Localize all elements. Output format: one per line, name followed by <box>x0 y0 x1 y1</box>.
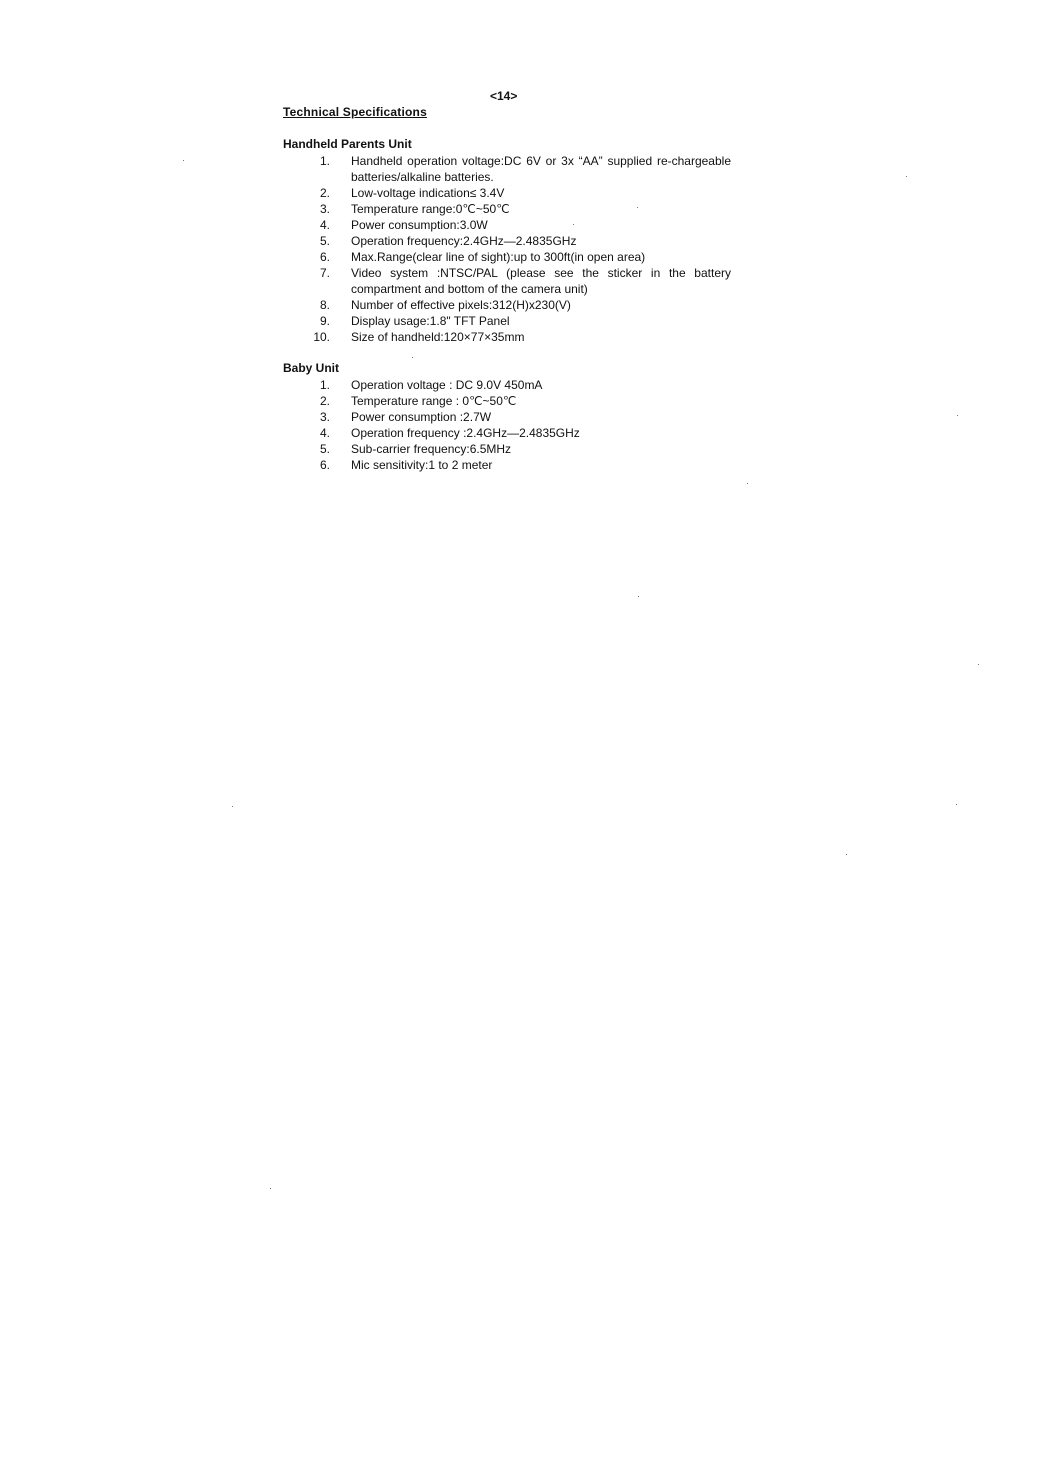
baby-section-heading: Baby Unit <box>283 361 340 375</box>
spec-item-number: 7. <box>319 266 330 280</box>
handheld-section-heading: Handheld Parents Unit <box>283 137 412 151</box>
scan-speck <box>846 854 847 855</box>
scan-speck <box>638 596 639 597</box>
spec-item-text: Number of effective pixels:312(H)x230(V) <box>351 298 571 312</box>
spec-item-text: Power consumption :2.7W <box>351 410 492 424</box>
page-number: <14> <box>490 89 518 103</box>
scan-speck <box>906 176 907 177</box>
spec-item-number: 5. <box>319 234 330 248</box>
spec-item-number: 1. <box>319 154 330 168</box>
spec-item-text: Power consumption:3.0W <box>351 218 488 232</box>
spec-item-text: Mic sensitivity:1 to 2 meter <box>351 458 493 472</box>
spec-item-number: 2. <box>319 394 330 408</box>
spec-item-text: Operation voltage : DC 9.0V 450mA <box>351 378 543 392</box>
scan-speck <box>978 664 979 665</box>
spec-item-number: 5. <box>319 442 330 456</box>
spec-item-number: 4. <box>319 426 330 440</box>
spec-item-text: Operation frequency:2.4GHz—2.4835GHz <box>351 234 577 248</box>
spec-item-number: 6. <box>319 458 330 472</box>
spec-item-number: 3. <box>319 410 330 424</box>
spec-item-text: Temperature range:0℃~50℃ <box>351 202 510 216</box>
spec-item-number: 3. <box>319 202 330 216</box>
spec-item-text: Video system :NTSC/PAL (please see the sticker in the battery compartment and bottom of the camera unit) <box>351 266 731 296</box>
spec-item-number: 1. <box>319 378 330 392</box>
spec-item-text: Low-voltage indication≤ 3.4V <box>351 186 505 200</box>
scan-speck <box>232 806 233 807</box>
spec-item-text: Display usage:1.8" TFT Panel <box>351 314 510 328</box>
spec-item-text: Temperature range : 0℃~50℃ <box>351 394 517 408</box>
spec-item-number: 8. <box>319 298 330 312</box>
scan-speck <box>573 224 574 225</box>
spec-item-text: Operation frequency :2.4GHz—2.4835GHz <box>351 426 580 440</box>
spec-item-number: 2. <box>319 186 330 200</box>
spec-item-text: Sub-carrier frequency:6.5MHz <box>351 442 512 456</box>
scan-speck <box>270 1188 271 1189</box>
spec-item-text: Handheld operation voltage:DC 6V or 3x “AA” supplied re-chargeable batteries/alkaline batteries. <box>351 154 731 184</box>
scan-speck <box>956 804 957 805</box>
page-title: Technical Specifications <box>283 105 427 119</box>
scan-speck <box>183 160 184 161</box>
spec-item-number: 4. <box>319 218 330 232</box>
spec-item-text: Size of handheld:120×77×35mm <box>351 330 525 344</box>
spec-item-number: 9. <box>319 314 330 328</box>
spec-item-number: 6. <box>319 250 330 264</box>
scan-speck <box>747 483 748 484</box>
scan-speck <box>957 415 958 416</box>
scan-speck <box>412 357 413 358</box>
scan-speck <box>637 207 638 208</box>
spec-item-number: 10. <box>313 330 330 344</box>
spec-item-text: Max.Range(clear line of sight):up to 300ft(in open area) <box>351 250 646 264</box>
